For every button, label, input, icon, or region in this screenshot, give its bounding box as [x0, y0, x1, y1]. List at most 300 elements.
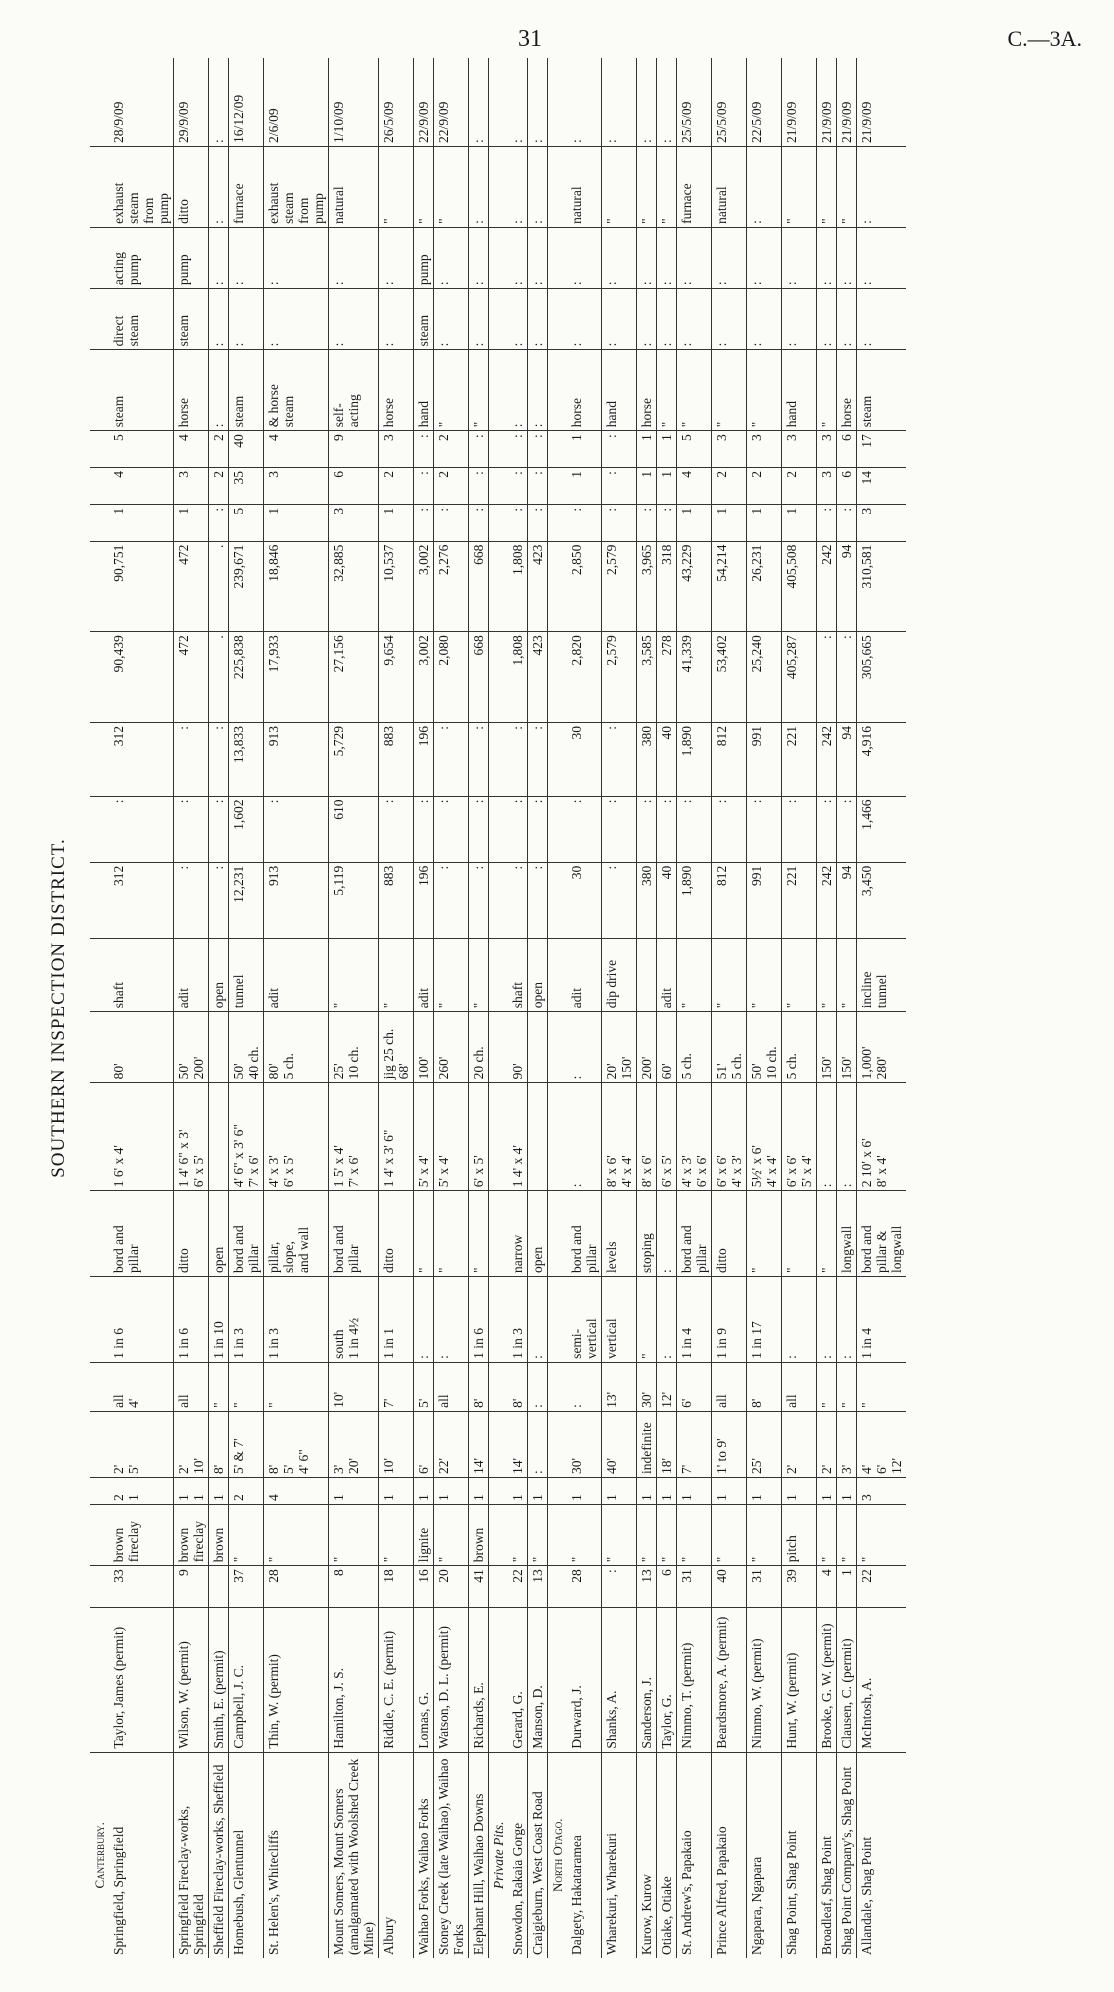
cell-dim: 8' x 6' — [637, 1083, 657, 1191]
cell-incl: 1 in 4 — [857, 1277, 907, 1363]
cell-worked: : — [567, 1362, 602, 1411]
empty-cell — [90, 289, 109, 350]
cell-acc1: 1 — [677, 504, 712, 541]
cell-seams: 1 — [817, 1478, 837, 1505]
cell-date: : — [469, 58, 489, 146]
empty-cell — [90, 1083, 109, 1191]
cell-owner: Thin, W. (permit) — [264, 1607, 329, 1752]
cell-acc3: 3 — [817, 431, 837, 468]
cell-acc3: : — [508, 431, 528, 468]
cell-name: Kurow, Kurow — [637, 1752, 657, 1958]
cell-out-b: : — [712, 796, 747, 862]
cell-out-b: : — [209, 796, 229, 862]
cell-pump: : — [857, 289, 907, 350]
cell-worked: all — [174, 1362, 209, 1411]
cell-name: Otiake, Otiake — [657, 1752, 677, 1958]
cell-access: adit — [264, 938, 329, 1012]
cell-pumpm: : — [602, 227, 637, 288]
cell-prev: 2,080 — [434, 632, 469, 723]
cell-acc2: 3 — [264, 468, 329, 505]
empty-cell — [489, 1362, 509, 1411]
cell-acc1: : — [508, 504, 528, 541]
table-row — [379, 58, 414, 1958]
cell-out-c: 380 — [637, 722, 657, 796]
cell-pumpm: : — [817, 227, 837, 288]
cell-pump: : — [817, 289, 837, 350]
cell-seams: 1 — [837, 1478, 857, 1505]
cell-name: Springfield, Springfield — [109, 1752, 174, 1958]
cell-out-a: 812 — [712, 862, 747, 938]
cell-depth: 90' — [508, 1012, 528, 1083]
cell-acc3: 2 — [209, 431, 229, 468]
cell-total: 423 — [528, 541, 548, 632]
cell-seams: 1 — [782, 1478, 817, 1505]
cell-acc1: : — [837, 504, 857, 541]
cell-date: 16/12/09 — [229, 58, 264, 146]
cell-out-c: 196 — [414, 722, 434, 796]
cell-acc3: 9 — [329, 431, 379, 468]
cell-worked: all — [712, 1362, 747, 1411]
cell-thick: 8' 5' 4' 6" — [264, 1411, 329, 1477]
cell-haul: " — [469, 350, 489, 431]
cell-haul: horse — [837, 350, 857, 431]
cell-dim: 1 4' x 4' — [508, 1083, 528, 1191]
cell-pumpm: pump — [414, 227, 434, 288]
cell-coal: " — [379, 1504, 414, 1565]
mines-table-body — [90, 58, 906, 1958]
cell-out-b: : — [602, 796, 637, 862]
empty-cell — [548, 862, 568, 938]
cell-out-c: : — [174, 722, 209, 796]
cell-access: " — [782, 938, 817, 1012]
cell-owner: Shanks, A. — [602, 1607, 637, 1752]
empty-cell — [90, 796, 109, 862]
cell-men: 28 — [264, 1566, 329, 1608]
cell-acc1: : — [528, 504, 548, 541]
cell-access: shaft — [508, 938, 528, 1012]
cell-men: 1 — [837, 1566, 857, 1608]
cell-prev: 17,933 — [264, 632, 329, 723]
cell-method: bord and pillar — [109, 1191, 174, 1277]
cell-prev: 668 — [469, 632, 489, 723]
cell-acc2: 1 — [637, 468, 657, 505]
section-title: North Otago. — [548, 1752, 568, 1958]
cell-thick: 14' — [508, 1411, 528, 1477]
cell-dim — [209, 1083, 229, 1191]
cell-acc1: 5 — [229, 504, 264, 541]
cell-access: adit — [567, 938, 602, 1012]
cell-method: levels — [602, 1191, 637, 1277]
cell-haul: horse — [379, 350, 414, 431]
cell-out-c: 5,729 — [329, 722, 379, 796]
cell-out-a: 242 — [817, 862, 837, 938]
cell-coal: " — [637, 1504, 657, 1565]
cell-pump: : — [567, 289, 602, 350]
cell-worked: 13' — [602, 1362, 637, 1411]
cell-total: 43,229 — [677, 541, 712, 632]
cell-out-c: 242 — [817, 722, 837, 796]
cell-out-c: 30 — [567, 722, 602, 796]
cell-seams: 1 — [469, 1478, 489, 1505]
cell-date: 22/9/09 — [434, 58, 469, 146]
cell-acc3: 1 — [657, 431, 677, 468]
rotated-table-container — [48, 58, 1058, 1958]
empty-cell — [548, 1504, 568, 1565]
empty-cell — [548, 146, 568, 227]
cell-haul: hand — [782, 350, 817, 431]
cell-thick: 2' 10' — [174, 1411, 209, 1477]
cell-worked: 7' — [379, 1362, 414, 1411]
empty-cell — [489, 1504, 509, 1565]
cell-prev: 3,585 — [637, 632, 657, 723]
cell-coal: " — [229, 1504, 264, 1565]
cell-seams: 3 — [857, 1478, 907, 1505]
cell-name: Shag Point, Shag Point — [782, 1752, 817, 1958]
cell-thick: 8' — [209, 1411, 229, 1477]
cell-total: 472 — [174, 541, 209, 632]
table-row — [414, 58, 434, 1958]
cell-owner: Clausen, C. (permit) — [837, 1607, 857, 1752]
cell-out-b: : — [414, 796, 434, 862]
cell-acc1: 1 — [747, 504, 782, 541]
empty-cell — [548, 289, 568, 350]
cell-worked: 8' — [747, 1362, 782, 1411]
cell-coal: brown fireclay — [174, 1504, 209, 1565]
cell-dim: 4' x 3' 6' x 5' — [264, 1083, 329, 1191]
cell-incl: " — [637, 1277, 657, 1363]
cell-pumpm: : — [637, 227, 657, 288]
cell-owner: Sanderson, J. — [637, 1607, 657, 1752]
cell-out-c: 991 — [747, 722, 782, 796]
cell-out-a: : — [434, 862, 469, 938]
cell-acc1: 3 — [329, 504, 379, 541]
cell-pumpm: : — [528, 227, 548, 288]
cell-out-a: 30 — [567, 862, 602, 938]
cell-men: : — [602, 1566, 637, 1608]
cell-dim: 6' x 6' 4' x 3' — [712, 1083, 747, 1191]
cell-owner: Campbell, J. C. — [229, 1607, 264, 1752]
cell-worked: all — [782, 1362, 817, 1411]
cell-prev: 53,402 — [712, 632, 747, 723]
cell-thick: 2' 5' — [109, 1411, 174, 1477]
cell-out-a: : — [508, 862, 528, 938]
cell-thick: 2' — [782, 1411, 817, 1477]
cell-acc3: : — [469, 431, 489, 468]
cell-coal: pitch — [782, 1504, 817, 1565]
cell-prev: 305,665 — [857, 632, 907, 723]
cell-out-c: : — [528, 722, 548, 796]
cell-prev: : — [817, 632, 837, 723]
cell-dim: 2 10' x 6' 8' x 4' — [857, 1083, 907, 1191]
cell-acc1: : — [469, 504, 489, 541]
cell-prev: 27,156 — [329, 632, 379, 723]
cell-acc2: 2 — [712, 468, 747, 505]
cell-owner: Riddle, C. E. (permit) — [379, 1607, 414, 1752]
empty-cell — [548, 541, 568, 632]
cell-vent: natural — [567, 146, 602, 227]
empty-cell — [90, 1607, 109, 1752]
cell-total: 90,751 — [109, 541, 174, 632]
cell-pump: : — [434, 289, 469, 350]
cell-depth: 25' 10 ch. — [329, 1012, 379, 1083]
table-row — [174, 58, 209, 1958]
cell-date: 28/9/09 — [109, 58, 174, 146]
cell-pumpm: : — [379, 227, 414, 288]
cell-dim: 8' x 6' 4' x 4' — [602, 1083, 637, 1191]
cell-method: " — [747, 1191, 782, 1277]
cell-depth: 100' — [414, 1012, 434, 1083]
cell-worked: 10' — [329, 1362, 379, 1411]
cell-prev: 405,287 — [782, 632, 817, 723]
empty-cell — [489, 1277, 509, 1363]
cell-pumpm: : — [567, 227, 602, 288]
empty-cell — [90, 227, 109, 288]
cell-total: 310,581 — [857, 541, 907, 632]
cell-acc2: 2 — [782, 468, 817, 505]
table-row — [837, 58, 857, 1958]
table-row — [229, 58, 264, 1958]
empty-cell — [548, 1607, 568, 1752]
cell-method: open — [528, 1191, 548, 1277]
cell-vent: " — [414, 146, 434, 227]
cell-seams: 1 1 — [174, 1478, 209, 1505]
cell-coal: " — [857, 1504, 907, 1565]
cell-pumpm: acting pump — [109, 227, 174, 288]
cell-men: 28 — [567, 1566, 602, 1608]
cell-name: Elephant Hill, Waihao Downs — [469, 1752, 489, 1958]
cell-access: open — [209, 938, 229, 1012]
cell-coal: " — [434, 1504, 469, 1565]
cell-pumpm: : — [782, 227, 817, 288]
cell-depth: 20' 150' — [602, 1012, 637, 1083]
cell-date: 21/9/09 — [837, 58, 857, 146]
empty-cell — [548, 504, 568, 541]
cell-seams: 1 — [602, 1478, 637, 1505]
cell-coal: " — [747, 1504, 782, 1565]
cell-worked: 5' — [414, 1362, 434, 1411]
cell-out-b: : — [567, 796, 602, 862]
cell-out-a: : — [469, 862, 489, 938]
cell-name: Waihao Forks, Waihao Forks — [414, 1752, 434, 1958]
table-row — [209, 58, 229, 1958]
cell-acc3: : — [528, 431, 548, 468]
cell-acc2: 14 — [857, 468, 907, 505]
cell-acc3: 5 — [109, 431, 174, 468]
cell-date: 25/5/09 — [677, 58, 712, 146]
empty-cell — [90, 1411, 109, 1477]
cell-men: 37 — [229, 1566, 264, 1608]
cell-coal: " — [567, 1504, 602, 1565]
empty-cell — [489, 468, 509, 505]
cell-haul: " — [677, 350, 712, 431]
cell-seams: 2 1 — [109, 1478, 174, 1505]
cell-out-c: 13,833 — [229, 722, 264, 796]
cell-out-c: : — [469, 722, 489, 796]
cell-incl: vertical — [602, 1277, 637, 1363]
cell-depth: 80' 5 ch. — [264, 1012, 329, 1083]
cell-method: ditto — [379, 1191, 414, 1277]
cell-acc1: 1 — [264, 504, 329, 541]
cell-seams: 1 — [209, 1478, 229, 1505]
empty-cell — [548, 722, 568, 796]
cell-out-b: 610 — [329, 796, 379, 862]
cell-haul: : — [528, 350, 548, 431]
cell-acc1: : — [817, 504, 837, 541]
cell-coal: " — [837, 1504, 857, 1565]
cell-total: 26,231 — [747, 541, 782, 632]
empty-cell — [548, 1478, 568, 1505]
table-row — [857, 58, 907, 1958]
empty-cell — [489, 431, 509, 468]
cell-dim: 5' x 4' — [414, 1083, 434, 1191]
empty-cell — [489, 1191, 509, 1277]
cell-method: ditto — [174, 1191, 209, 1277]
cell-date: 2/6/09 — [264, 58, 329, 146]
cell-owner: Nimmo, T. (permit) — [677, 1607, 712, 1752]
cell-acc2: : — [508, 468, 528, 505]
cell-acc1: 1 — [109, 504, 174, 541]
cell-access — [637, 938, 657, 1012]
cell-acc2: : — [528, 468, 548, 505]
cell-acc3: 40 — [229, 431, 264, 468]
cell-total: 18,846 — [264, 541, 329, 632]
cell-out-c: : — [434, 722, 469, 796]
cell-date: 29/9/09 — [174, 58, 209, 146]
cell-incl: : — [817, 1277, 837, 1363]
cell-owner: Hamilton, J. S. — [329, 1607, 379, 1752]
cell-pumpm: : — [837, 227, 857, 288]
cell-out-a: 5,119 — [329, 862, 379, 938]
cell-name: Allandale, Shag Point — [857, 1752, 907, 1958]
cell-worked: 6' — [677, 1362, 712, 1411]
cell-acc2: : — [602, 468, 637, 505]
cell-name: Wharekuri, Wharekuri — [602, 1752, 637, 1958]
cell-pump: : — [209, 289, 229, 350]
cell-depth: 80' — [109, 1012, 174, 1083]
cell-prev: 2,579 — [602, 632, 637, 723]
cell-date: : — [567, 58, 602, 146]
cell-owner: Gerard, G. — [508, 1607, 528, 1752]
cell-dim: 4' x 3' 6' x 6' — [677, 1083, 712, 1191]
cell-acc2: 3 — [817, 468, 837, 505]
cell-men: 20 — [434, 1566, 469, 1608]
cell-method: " — [817, 1191, 837, 1277]
table-row — [508, 58, 528, 1958]
empty-cell — [90, 58, 109, 146]
cell-acc1: : — [657, 504, 677, 541]
cell-access: " — [469, 938, 489, 1012]
cell-vent: exhaust steam from pump — [109, 146, 174, 227]
empty-cell — [489, 350, 509, 431]
cell-method: " — [469, 1191, 489, 1277]
cell-owner: Wilson, W. (permit) — [174, 1607, 209, 1752]
empty-cell — [489, 58, 509, 146]
cell-owner: Smith, E. (permit) — [209, 1607, 229, 1752]
cell-haul: " — [817, 350, 837, 431]
cell-pump: : — [657, 289, 677, 350]
cell-pumpm: : — [264, 227, 329, 288]
cell-men: 40 — [712, 1566, 747, 1608]
empty-cell — [90, 632, 109, 723]
cell-total: 94 — [837, 541, 857, 632]
cell-out-b: : — [469, 796, 489, 862]
cell-access: adit — [657, 938, 677, 1012]
cell-date: 21/9/09 — [817, 58, 837, 146]
empty-cell — [90, 1277, 109, 1363]
cell-haul: " — [434, 350, 469, 431]
cell-out-c: 1,890 — [677, 722, 712, 796]
cell-total: 2,276 — [434, 541, 469, 632]
cell-method: longwall — [837, 1191, 857, 1277]
cell-dim: 1 4' 6" x 3' 6' x 5' — [174, 1083, 209, 1191]
cell-vent: exhaust steam from pump — [264, 146, 329, 227]
cell-haul: : — [508, 350, 528, 431]
cell-method: : — [657, 1191, 677, 1277]
cell-dim: : — [817, 1083, 837, 1191]
table-row — [637, 58, 657, 1958]
cell-coal: brown — [469, 1504, 489, 1565]
cell-dim: 4' 6" x 3' 6" 7' x 6' — [229, 1083, 264, 1191]
cell-owner: Manson, D. — [528, 1607, 548, 1752]
cell-thick: 4' 6' 12' — [857, 1411, 907, 1477]
cell-worked: all — [434, 1362, 469, 1411]
cell-pumpm: : — [209, 227, 229, 288]
cell-depth: 50' 200' — [174, 1012, 209, 1083]
cell-dim: 6' x 5' — [657, 1083, 677, 1191]
cell-vent: : — [209, 146, 229, 227]
empty-cell — [548, 468, 568, 505]
cell-acc3: 4 — [174, 431, 209, 468]
cell-method: " — [414, 1191, 434, 1277]
cell-depth: 50' 40 ch. — [229, 1012, 264, 1083]
cell-depth: 5 ch. — [677, 1012, 712, 1083]
cell-out-a: 94 — [837, 862, 857, 938]
empty-cell — [90, 504, 109, 541]
cell-incl: : — [414, 1277, 434, 1363]
cell-acc2: 6 — [837, 468, 857, 505]
cell-acc3: 3 — [747, 431, 782, 468]
cell-total: 3,002 — [414, 541, 434, 632]
table-row — [528, 58, 548, 1958]
cell-owner: McIntosh, A. — [857, 1607, 907, 1752]
empty-cell — [90, 541, 109, 632]
cell-seams: 1 — [637, 1478, 657, 1505]
cell-out-a: : — [174, 862, 209, 938]
cell-pump: : — [837, 289, 857, 350]
cell-acc3: : — [602, 431, 637, 468]
cell-pumpm: : — [329, 227, 379, 288]
cell-thick: 18' — [657, 1411, 677, 1477]
table-row — [712, 58, 747, 1958]
cell-vent: " — [782, 146, 817, 227]
empty-cell — [90, 862, 109, 938]
cell-men: 22 — [508, 1566, 528, 1608]
empty-cell — [90, 146, 109, 227]
cell-haul: hand — [602, 350, 637, 431]
cell-coal: " — [602, 1504, 637, 1565]
cell-acc3: 2 — [434, 431, 469, 468]
cell-coal: " — [677, 1504, 712, 1565]
cell-date: : — [508, 58, 528, 146]
empty-cell — [90, 468, 109, 505]
cell-haul: hand — [414, 350, 434, 431]
table-row — [782, 58, 817, 1958]
cell-vent: " — [637, 146, 657, 227]
cell-prev: 41,339 — [677, 632, 712, 723]
cell-thick: 10' — [379, 1411, 414, 1477]
cell-out-c: 221 — [782, 722, 817, 796]
cell-vent: : — [508, 146, 528, 227]
